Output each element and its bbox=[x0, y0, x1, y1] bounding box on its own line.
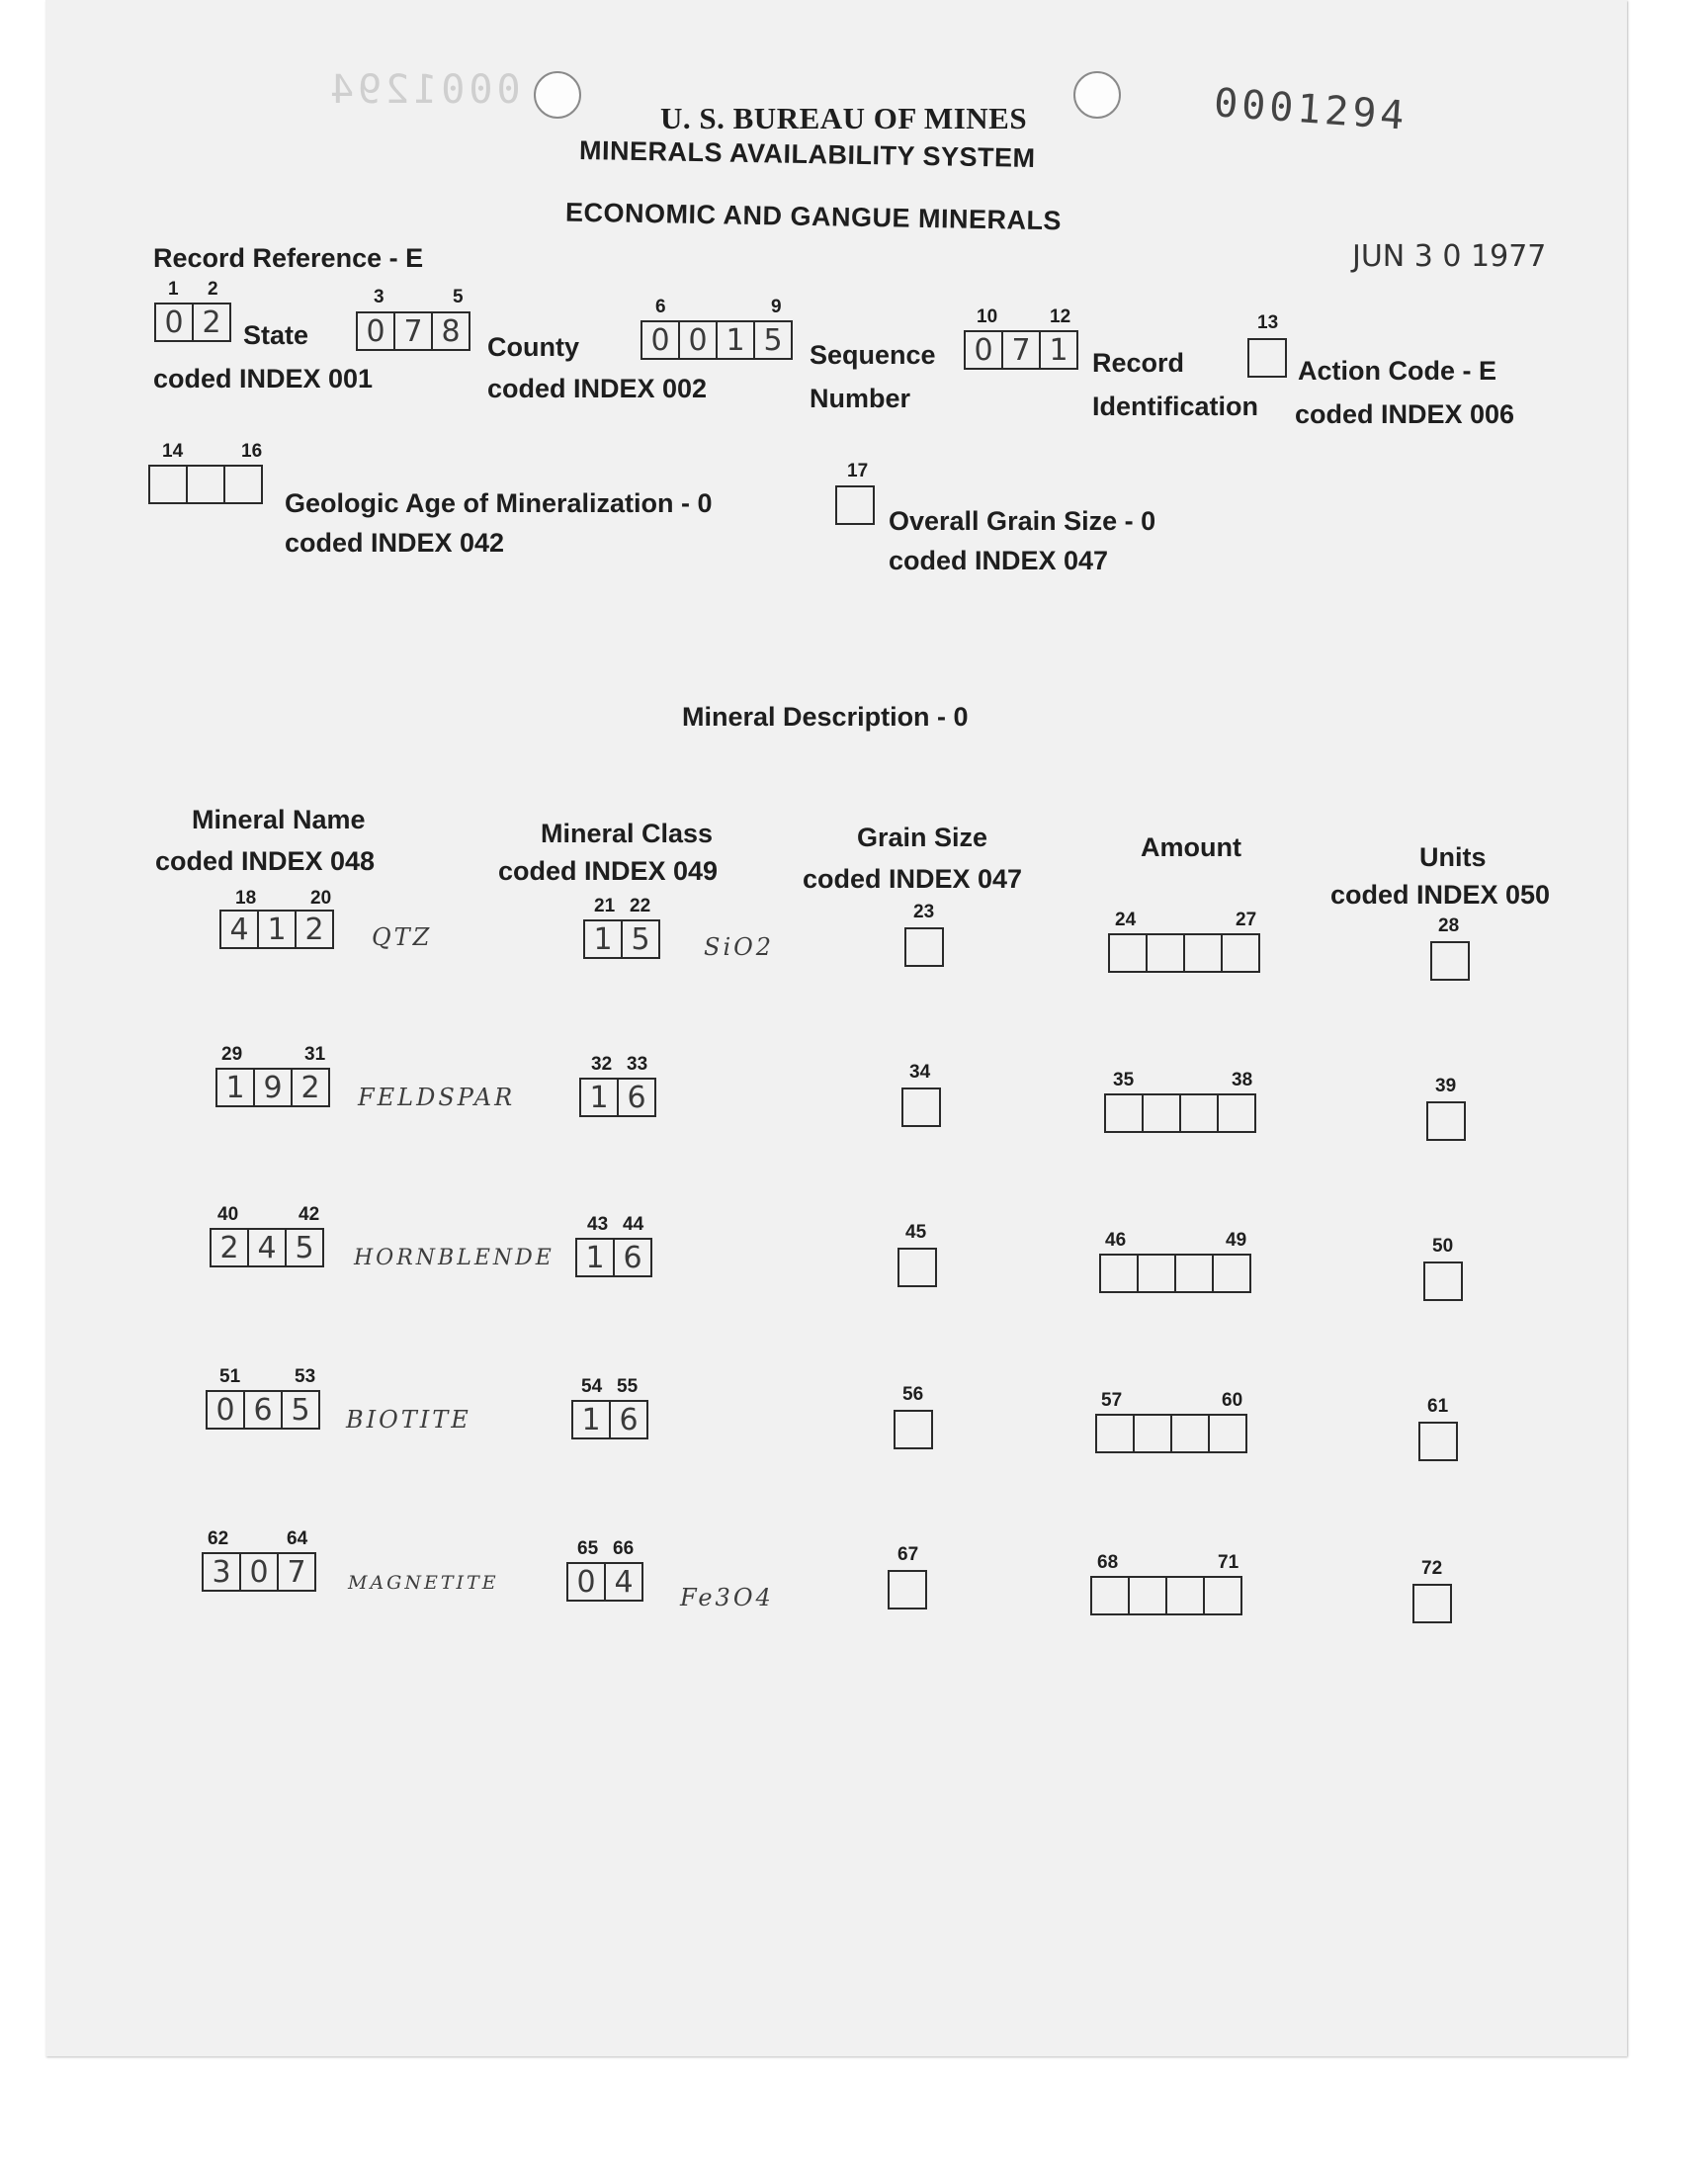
grain-size-input[interactable] bbox=[901, 1088, 941, 1127]
grain-size-input[interactable] bbox=[904, 927, 944, 967]
col-mineral-class-index: coded INDEX 049 bbox=[498, 856, 719, 886]
units-input[interactable] bbox=[1418, 1422, 1458, 1461]
mineral-name-digit: 6 bbox=[245, 1392, 283, 1428]
action-code-box[interactable] bbox=[1247, 338, 1287, 378]
units-input[interactable] bbox=[1412, 1584, 1452, 1623]
serial-stamp-bleed: 0001294 bbox=[326, 67, 521, 113]
mineral-class-digit: 1 bbox=[581, 1080, 619, 1115]
amount-digit bbox=[1223, 935, 1258, 971]
amount-digit bbox=[1139, 1256, 1176, 1291]
mineral-name-digit: 0 bbox=[241, 1554, 279, 1590]
grain-col: 45 bbox=[905, 1222, 927, 1243]
amount-input-boxes[interactable] bbox=[1090, 1576, 1242, 1615]
amount-input-boxes[interactable] bbox=[1095, 1414, 1247, 1453]
grain-col: 34 bbox=[909, 1062, 931, 1083]
record-id-code-boxes[interactable] bbox=[964, 330, 1078, 370]
amount-digit bbox=[1101, 1256, 1139, 1291]
sequence-digit: 0 bbox=[642, 322, 680, 358]
record-id-col-end: 12 bbox=[1050, 306, 1071, 327]
county-code-boxes[interactable] bbox=[356, 311, 470, 351]
mineral-name-digit: 5 bbox=[291, 1392, 310, 1428]
sequence-label: Sequence bbox=[810, 340, 936, 370]
amount-input-boxes[interactable] bbox=[1099, 1254, 1251, 1293]
sequence-digit: 1 bbox=[718, 322, 755, 358]
geologic-age-label: Geologic Age of Mineralization - 0 bbox=[285, 488, 713, 518]
grain-size-box[interactable] bbox=[835, 485, 875, 525]
class-col-start: 21 bbox=[594, 896, 616, 916]
punch-hole-right bbox=[1073, 71, 1121, 119]
mineral-class-code-boxes[interactable] bbox=[575, 1238, 652, 1277]
mineral-class-digit: 0 bbox=[568, 1564, 606, 1600]
col-units: Units bbox=[1419, 842, 1487, 872]
mineral-name-note: FELDSPAR bbox=[358, 1084, 516, 1111]
mineral-name-digit: 4 bbox=[221, 912, 259, 947]
geologic-age-col-start: 14 bbox=[162, 441, 184, 462]
name-col-start: 40 bbox=[217, 1204, 239, 1225]
form-sheet bbox=[45, 0, 1627, 2056]
grain-size-index-label: coded INDEX 047 bbox=[889, 546, 1109, 575]
class-col-end: 55 bbox=[617, 1376, 639, 1397]
mineral-class-code-boxes[interactable] bbox=[583, 919, 660, 959]
units-col: 72 bbox=[1421, 1558, 1443, 1579]
geologic-age-col-end: 16 bbox=[241, 441, 263, 462]
mineral-name-digit: 1 bbox=[217, 1070, 255, 1105]
col-grain-size-index: coded INDEX 047 bbox=[803, 864, 1023, 894]
mineral-name-digit: 2 bbox=[300, 1070, 320, 1105]
class-col-start: 32 bbox=[591, 1054, 613, 1075]
mineral-class-code-boxes[interactable] bbox=[579, 1078, 656, 1117]
amount-digit bbox=[1106, 1095, 1144, 1131]
mineral-class-digit: 5 bbox=[631, 921, 650, 957]
amount-digit bbox=[1176, 1256, 1214, 1291]
mineral-class-digit: 1 bbox=[573, 1402, 611, 1437]
grain-col: 56 bbox=[902, 1384, 924, 1405]
grain-size-input[interactable] bbox=[888, 1570, 927, 1610]
amount-col-end: 49 bbox=[1226, 1230, 1247, 1251]
grain-size-input[interactable] bbox=[894, 1410, 933, 1449]
units-col: 39 bbox=[1435, 1076, 1457, 1096]
form-title: ECONOMIC AND GANGUE MINERALS bbox=[564, 197, 1063, 236]
record-label: Record bbox=[1092, 348, 1185, 378]
mineral-name-code-boxes[interactable] bbox=[210, 1228, 324, 1267]
amount-col-start: 68 bbox=[1097, 1552, 1119, 1573]
mineral-class-digit: 4 bbox=[614, 1564, 634, 1600]
state-col-end: 2 bbox=[208, 279, 218, 300]
name-col-end: 64 bbox=[287, 1528, 308, 1549]
state-code-boxes[interactable] bbox=[154, 303, 231, 342]
mineral-name-digit: 0 bbox=[208, 1392, 245, 1428]
amount-col-end: 38 bbox=[1232, 1070, 1253, 1090]
col-mineral-name: Mineral Name bbox=[192, 805, 366, 834]
mineral-name-code-boxes[interactable] bbox=[202, 1552, 316, 1592]
sequence-col-start: 6 bbox=[655, 297, 666, 317]
geologic-age-digit bbox=[188, 467, 225, 502]
amount-col-start: 24 bbox=[1115, 910, 1137, 930]
grain-size-col: 17 bbox=[847, 461, 869, 481]
col-units-index: coded INDEX 050 bbox=[1330, 880, 1551, 910]
class-col-end: 66 bbox=[613, 1538, 635, 1559]
units-input[interactable] bbox=[1423, 1262, 1463, 1301]
identification-label: Identification bbox=[1092, 392, 1258, 421]
action-code-label: Action Code - E bbox=[1298, 356, 1496, 386]
name-col-end: 53 bbox=[295, 1366, 316, 1387]
mineral-name-digit: 2 bbox=[212, 1230, 249, 1265]
record-id-digit: 7 bbox=[1003, 332, 1041, 368]
mineral-name-code-boxes[interactable] bbox=[219, 910, 334, 949]
amount-col-end: 60 bbox=[1222, 1390, 1243, 1411]
mineral-name-digit: 2 bbox=[304, 912, 324, 947]
class-col-start: 65 bbox=[577, 1538, 599, 1559]
class-col-end: 44 bbox=[623, 1214, 644, 1235]
amount-col-start: 57 bbox=[1101, 1390, 1123, 1411]
action-code-col: 13 bbox=[1257, 312, 1279, 333]
mineral-name-note: QTZ bbox=[372, 923, 433, 951]
amount-col-start: 46 bbox=[1105, 1230, 1127, 1251]
agency-title: U. S. BUREAU OF MINES bbox=[660, 101, 1028, 135]
amount-col-end: 27 bbox=[1236, 910, 1257, 930]
geologic-age-code-boxes[interactable] bbox=[148, 465, 263, 504]
grain-size-digit bbox=[837, 487, 873, 523]
mineral-name-digit: 4 bbox=[249, 1230, 287, 1265]
amount-digit bbox=[1205, 1578, 1240, 1613]
mineral-class-code-boxes[interactable] bbox=[571, 1400, 648, 1439]
name-col-end: 31 bbox=[304, 1044, 326, 1065]
record-id-digit: 1 bbox=[1049, 332, 1068, 368]
amount-digit bbox=[1130, 1578, 1167, 1613]
record-reference-label: Record Reference - E bbox=[153, 243, 424, 273]
class-col-end: 33 bbox=[627, 1054, 648, 1075]
name-col-start: 18 bbox=[235, 888, 257, 909]
punch-hole-left bbox=[534, 71, 581, 119]
grain-col: 23 bbox=[913, 902, 935, 922]
action-code-index-label: coded INDEX 006 bbox=[1295, 399, 1515, 429]
name-col-end: 42 bbox=[299, 1204, 320, 1225]
mineral-class-note: SiO2 bbox=[704, 933, 775, 961]
mineral-name-digit: 5 bbox=[295, 1230, 314, 1265]
mineral-class-digit: 6 bbox=[627, 1080, 646, 1115]
state-index-label: coded INDEX 001 bbox=[153, 364, 374, 393]
mineral-name-code-boxes[interactable] bbox=[206, 1390, 320, 1430]
units-col: 50 bbox=[1432, 1236, 1454, 1257]
grain-col: 67 bbox=[897, 1544, 919, 1565]
geologic-age-index-label: coded INDEX 042 bbox=[285, 528, 505, 558]
grain-size-label: Overall Grain Size - 0 bbox=[889, 506, 1156, 536]
amount-digit bbox=[1172, 1416, 1210, 1451]
amount-digit bbox=[1092, 1578, 1130, 1613]
mineral-class-code-boxes[interactable] bbox=[566, 1562, 643, 1602]
name-col-start: 62 bbox=[208, 1528, 229, 1549]
grain-size-input[interactable] bbox=[897, 1248, 937, 1287]
county-col-start: 3 bbox=[374, 287, 384, 307]
serial-stamp: 0001294 bbox=[1212, 80, 1409, 139]
system-title: MINERALS AVAILABILITY SYSTEM bbox=[578, 134, 1036, 174]
sequence-col-end: 9 bbox=[771, 297, 782, 317]
amount-digit bbox=[1110, 935, 1148, 971]
class-col-end: 22 bbox=[630, 896, 651, 916]
amount-input-boxes[interactable] bbox=[1104, 1093, 1256, 1133]
class-col-start: 43 bbox=[587, 1214, 609, 1235]
record-id-digit: 0 bbox=[966, 332, 1003, 368]
amount-digit bbox=[1135, 1416, 1172, 1451]
mineral-name-digit: 9 bbox=[255, 1070, 293, 1105]
county-digit: 8 bbox=[441, 313, 461, 349]
amount-digit bbox=[1185, 935, 1223, 971]
state-digit: 2 bbox=[202, 304, 221, 340]
name-col-start: 29 bbox=[221, 1044, 243, 1065]
geologic-age-digit bbox=[225, 467, 261, 502]
state-col-start: 1 bbox=[168, 279, 179, 300]
amount-digit bbox=[1167, 1578, 1205, 1613]
geologic-age-digit bbox=[150, 467, 188, 502]
mineral-class-digit: 6 bbox=[623, 1240, 642, 1275]
mineral-class-note: Fe3O4 bbox=[680, 1584, 774, 1611]
mineral-name-digit: 1 bbox=[259, 912, 297, 947]
state-label: State bbox=[243, 320, 309, 350]
units-input[interactable] bbox=[1426, 1101, 1466, 1141]
amount-digit bbox=[1144, 1095, 1181, 1131]
county-index-label: coded INDEX 002 bbox=[487, 374, 708, 403]
mineral-class-digit: 1 bbox=[577, 1240, 615, 1275]
mineral-name-digit: 3 bbox=[204, 1554, 241, 1590]
mineral-description-title: Mineral Description - 0 bbox=[682, 702, 969, 732]
action-code-digit bbox=[1249, 340, 1285, 376]
amount-digit bbox=[1181, 1095, 1219, 1131]
units-input[interactable] bbox=[1430, 941, 1470, 981]
mineral-name-code-boxes[interactable] bbox=[215, 1068, 330, 1107]
county-digit: 7 bbox=[395, 313, 433, 349]
amount-digit bbox=[1214, 1256, 1249, 1291]
amount-digit bbox=[1210, 1416, 1245, 1451]
amount-digit bbox=[1148, 935, 1185, 971]
mineral-class-digit: 1 bbox=[585, 921, 623, 957]
mineral-name-digit: 7 bbox=[287, 1554, 306, 1590]
col-mineral-name-index: coded INDEX 048 bbox=[155, 846, 376, 876]
col-mineral-class: Mineral Class bbox=[541, 819, 714, 848]
sequence-digit: 0 bbox=[680, 322, 718, 358]
state-digit: 0 bbox=[156, 304, 194, 340]
amount-input-boxes[interactable] bbox=[1108, 933, 1260, 973]
amount-digit bbox=[1219, 1095, 1254, 1131]
units-col: 28 bbox=[1438, 915, 1460, 936]
mineral-name-note: HORNBLENDE bbox=[354, 1246, 555, 1270]
sequence-number-label: Number bbox=[810, 384, 911, 413]
record-id-col-start: 10 bbox=[977, 306, 998, 327]
col-grain-size: Grain Size bbox=[857, 823, 988, 852]
date-stamp: JUN 3 0 1977 bbox=[1352, 239, 1547, 274]
mineral-name-note: BIOTITE bbox=[346, 1406, 471, 1434]
class-col-start: 54 bbox=[581, 1376, 603, 1397]
mineral-class-digit: 6 bbox=[619, 1402, 639, 1437]
name-col-end: 20 bbox=[310, 888, 332, 909]
mineral-name-note: MAGNETITE bbox=[348, 1572, 499, 1594]
amount-col-end: 71 bbox=[1218, 1552, 1239, 1573]
col-amount: Amount bbox=[1141, 832, 1241, 862]
sequence-digit: 5 bbox=[763, 322, 783, 358]
county-label: County bbox=[487, 332, 579, 362]
county-col-end: 5 bbox=[453, 287, 464, 307]
units-col: 61 bbox=[1427, 1396, 1449, 1417]
amount-digit bbox=[1097, 1416, 1135, 1451]
amount-col-start: 35 bbox=[1113, 1070, 1135, 1090]
county-digit: 0 bbox=[358, 313, 395, 349]
name-col-start: 51 bbox=[219, 1366, 241, 1387]
sequence-code-boxes[interactable] bbox=[640, 320, 793, 360]
